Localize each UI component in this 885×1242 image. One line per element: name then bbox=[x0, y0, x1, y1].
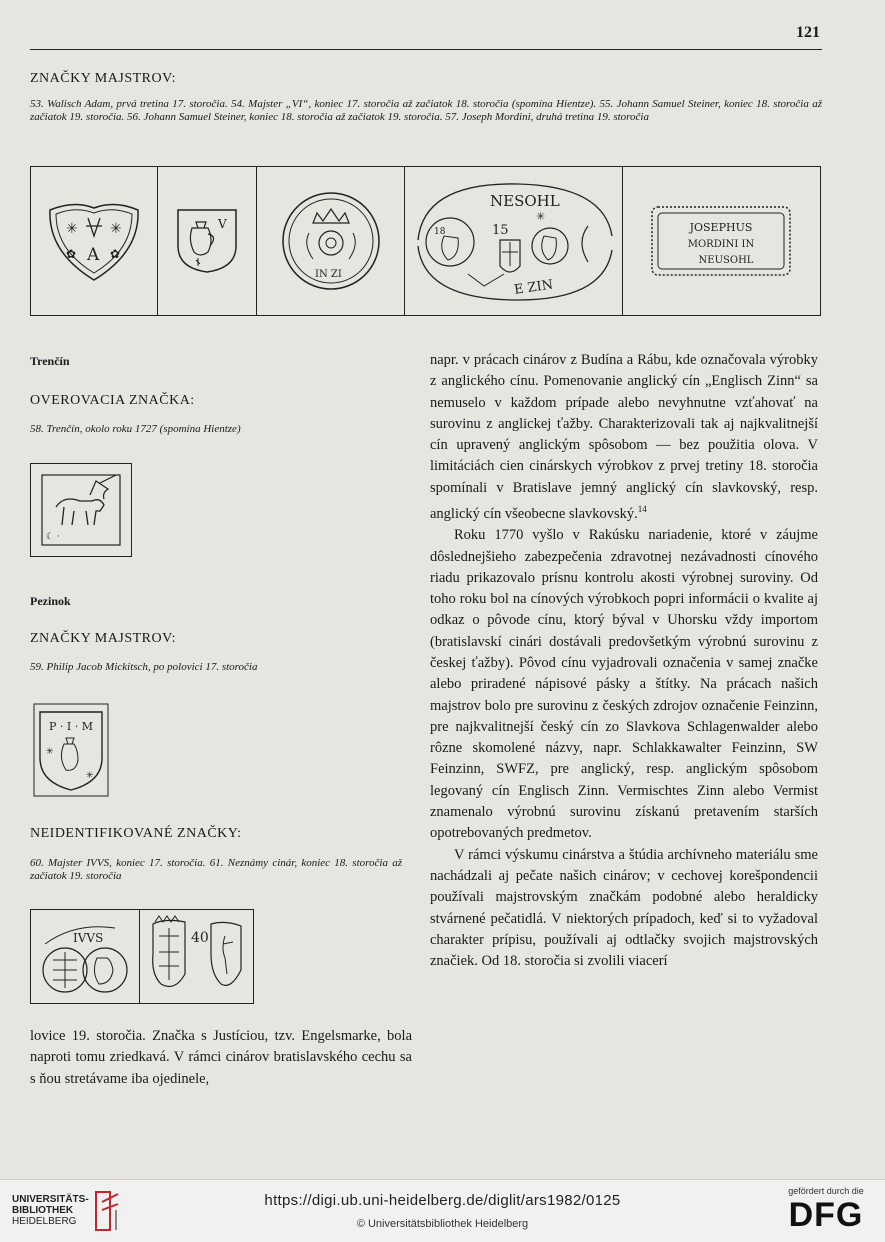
svg-text:✳: ✳ bbox=[536, 210, 546, 223]
pezinok-caption: 59. Philip Jacob Mickitsch, po polovici 17. storočia bbox=[30, 661, 258, 673]
dfg-logo[interactable]: DFG bbox=[788, 1196, 864, 1234]
mordini-cartouche-icon bbox=[646, 201, 796, 281]
svg-text:P · I · M: P · I · M bbox=[49, 720, 93, 733]
left-body-paragraph: lovice 19. storočia. Značka s Justíciou, tzv. Engelsmarke, bola naproti tomu zriedkavá. V rámci cinárov bratislavského cechu sa s ňou stretávame iba ojedinele, bbox=[30, 1028, 412, 1087]
left-body-text bbox=[30, 1026, 412, 1090]
place-pezinok: Pezinok bbox=[30, 594, 71, 608]
mark-57 bbox=[623, 167, 821, 315]
svg-text:JOSEPHUS: JOSEPHUS bbox=[689, 221, 753, 234]
svg-text:V: V bbox=[218, 217, 227, 231]
svg-text:☾ ·: ☾ · bbox=[46, 532, 60, 542]
library-name-1: UNIVERSITÄTS- bbox=[12, 1194, 89, 1205]
footnote-ref[interactable]: 14 bbox=[637, 504, 647, 515]
permalink-url[interactable]: https://digi.ub.uni-heidelberg.de/diglit/ars1982/0125 bbox=[264, 1192, 621, 1209]
mark-55 bbox=[257, 167, 405, 315]
ivvs-seal-icon bbox=[35, 914, 135, 1000]
svg-text:E ZIN: E ZIN bbox=[513, 277, 555, 298]
rose-crown-seal-icon bbox=[279, 189, 383, 293]
copyright-notice: © Universitätsbibliothek Heidelberg bbox=[356, 1218, 529, 1230]
mark-53 bbox=[31, 167, 158, 315]
trencin-caption: 58. Trenčín, okolo roku 1727 (spomína Hientze) bbox=[30, 423, 241, 435]
right-paragraph-3: V rámci výskumu cinárstva a štúdia archívneho materiálu sme nachádzali aj pečate našich cinárov; v cechovej korešpondencii používali majstrovským značkám podobné alebo heraldicky stvárnené pečatidlá. V niektorých prípadoch, keď si to vyžadoval charakter prípisu, používali aj odtlačky svojich majstrovských značiek. Od 18. storočia si zvolili viacerí bbox=[430, 846, 818, 970]
marks-60-61 bbox=[30, 909, 254, 1004]
right-paragraph-1: napr. v prácach cinárov z Budína a Rábu, kde označovala výrobky z anglického cínu. Pomenovanie anglický cín „Englisch Zinn“ sa nemuselo v každom prípade alebo nevyhnutne vzťahovať na surovinu z anglickej ťažby. Charakterizovali tak aj najkvalitnejší cín upravený anglickým spôsobom — bez použitia olova. V limitáciách cien cinárskych výrobkov z prvej tretiny 18. storočia spomínali v Bratislave jemný anglický cín slavkovský, resp. anglický cín všeobecne slavkovský.$^{14}$ bbox=[430, 352, 818, 522]
page-number: 121 bbox=[796, 24, 820, 41]
top-rule bbox=[30, 49, 822, 50]
mark-59 bbox=[32, 702, 110, 798]
unidentified-heading: NEIDENTIFIKOVANÉ ZNAČKY: bbox=[30, 826, 242, 841]
marks-caption: 53. Walisch Adam, prvá tretina 17. storočia. 54. Majster „VI“, koniec 17. storočia až začiatok 18. storočia (spomína Hientze). 55. Johann Samuel Steiner, koniec 18. storočia až začiatok 19. storočia. 56. Johann Samuel Steiner, koniec 18. storočia až začiatok 19. storočia. 57. Joseph Mordini, druhá tretina 19. storočia bbox=[30, 98, 822, 123]
mark-54 bbox=[158, 167, 258, 315]
section-heading-marks: ZNAČKY MAJSTROV: bbox=[30, 71, 177, 86]
svg-text:✳: ✳ bbox=[65, 221, 78, 237]
marks-table bbox=[30, 166, 821, 316]
svg-text:IN ZI: IN ZI bbox=[314, 269, 342, 280]
shield-mark-icon bbox=[44, 196, 144, 286]
svg-text:✿: ✿ bbox=[65, 247, 76, 261]
library-name-3: HEIDELBERG bbox=[12, 1216, 77, 1227]
jug-shield-icon bbox=[174, 206, 240, 276]
mark-60 bbox=[31, 910, 140, 1003]
mark-61 bbox=[140, 910, 253, 1003]
svg-text:15: 15 bbox=[492, 223, 509, 238]
pim-shield-icon bbox=[32, 702, 110, 798]
right-paragraph-2: Roku 1770 vyšlo v Rakúsku nariadenie, ktoré v záujme dôslednejšieho zabezpečenia zdravotnej nezávadnosti cínového riadu prikazovalo prísnu kontrolu akosti výrobnej suroviny. Od toho roku bol na cínových výrobkoch popri informácii o kvalite aj odkaz o pôvode cínu, ktorý býval v Uhorsku vždy importom (bratislavskí cinári dostávali predovšetkým výrobnú surovinu z českej ťažby). Pôvod cínu vyjadrovali označenia v samej značke alebo priradené nápisové pásky a štítky. Na prácach našich majstrov bolo pre surovinu z českých zdrojov označenie Feinzinn, pre najkvalitnejší český cín zo Slavkova Schlagenwalder alebo rôzne skomolené názvy, napr. Schlakkawalter Feinzinn, SW Feinzinn, SWFZ, pre anglický, resp. anglickým spôsobom legovaný cín Englisch Zinn. Vermischtes Zinn alebo Vermist znamenalo výrobnú surovinu získanú pretavením starších opotrebovaných predmetov. bbox=[430, 527, 818, 842]
horse-rider-icon bbox=[34, 467, 128, 553]
verification-heading: OVEROVACIA ZNAČKA: bbox=[30, 393, 195, 408]
svg-text:NESOHL: NESOHL bbox=[490, 192, 560, 210]
svg-text:✿: ✿ bbox=[109, 247, 120, 261]
footer-bar bbox=[0, 1179, 885, 1242]
svg-text:40: 40 bbox=[190, 929, 209, 946]
masters-heading-pezinok: ZNAČKY MAJSTROV: bbox=[30, 631, 177, 646]
crest-40-icon bbox=[145, 914, 249, 1000]
library-name-2: BIBLIOTHEK bbox=[12, 1205, 74, 1216]
svg-text:✳: ✳ bbox=[86, 771, 94, 781]
nesohl-seal-icon bbox=[408, 176, 618, 306]
place-trencin: Trenčín bbox=[30, 354, 70, 368]
mark-58 bbox=[30, 463, 132, 557]
svg-text:✳: ✳ bbox=[109, 221, 122, 237]
svg-text:18: 18 bbox=[434, 227, 446, 237]
svg-text:MORDINI IN: MORDINI IN bbox=[688, 239, 755, 250]
svg-text:A: A bbox=[86, 245, 100, 265]
svg-text:IVVS: IVVS bbox=[73, 930, 104, 945]
unidentified-caption: 60. Majster IVVS, koniec 17. storočia. 61. Neznámy cinár, koniec 18. storočia až začiatok 19. storočia bbox=[30, 857, 402, 882]
mark-56 bbox=[405, 167, 622, 315]
svg-text:✳: ✳ bbox=[46, 747, 54, 757]
svg-text:NEUSOHL: NEUSOHL bbox=[698, 255, 754, 266]
right-body-text bbox=[430, 350, 818, 972]
funded-by-label: gefördert durch die bbox=[788, 1186, 864, 1196]
